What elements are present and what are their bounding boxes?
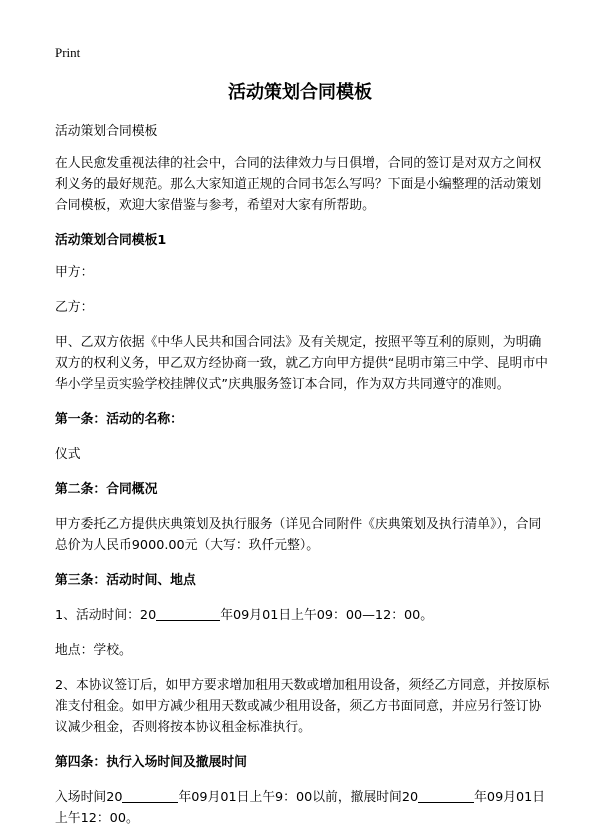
year-blank	[156, 606, 220, 621]
entry-year-blank	[122, 788, 178, 803]
activity-time-suffix: 年09月01日上午09：00—12：00。	[220, 608, 434, 623]
removal-year-blank	[418, 788, 474, 803]
entry-time-middle: 年09月01日上午9：00以前，撤展时间20	[178, 790, 419, 805]
article-1-body: 仪式	[55, 447, 81, 462]
intro-paragraph: 在人民愈发重视法律的社会中，合同的法律效力与日俱增，合同的签订是对双方之间权利义务的最好规范。那么大家知道正规的合同书怎么写吗？下面是小编整理的活动策划合同模板，欢迎大家借鉴与参考，希望对大家有所帮助。	[55, 156, 542, 213]
print-link[interactable]: Print	[55, 45, 81, 60]
article-2-body: 甲方委托乙方提供庆典策划及执行服务（详见合同附件《庆典策划及执行清单》），合同总价为人民币9000.00元（大写：玖仟元整）。	[55, 517, 542, 553]
document-subtitle: 活动策划合同模板	[55, 124, 158, 139]
document-title: 活动策划合同模板	[228, 82, 372, 103]
party-a-line: 甲方：	[55, 265, 94, 280]
activity-time-line	[55, 605, 550, 626]
activity-time-prefix: 1、活动时间：20	[55, 608, 157, 623]
location-line: 地点：学校。	[55, 643, 132, 658]
document-body	[55, 121, 550, 829]
preamble-paragraph: 甲、乙双方依据《中华人民共和国合同法》及有关规定，按照平等互利的原则，为明确双方的权利义务，甲乙双方经协商一致，就乙方向甲方提供“昆明市第三中学、昆明市中华小学呈贡实验学校挂牌仪式”庆典服务签订本合同，作为双方共同遵守的准则。	[55, 335, 548, 392]
article-3-heading: 第三条：活动时间、地点	[55, 573, 196, 588]
article-2-heading: 第二条：合同概况	[55, 482, 158, 497]
article-1-heading: 第一条：活动的名称：	[55, 412, 183, 427]
template-heading: 活动策划合同模板1	[55, 233, 167, 248]
entry-time-prefix: 入场时间20	[55, 790, 123, 805]
entry-time-suffix: 年09月01日上午12：00。	[55, 790, 546, 826]
entry-time-paragraph	[55, 787, 550, 829]
article-4-heading: 第四条：执行入场时间及撤展时间	[55, 755, 247, 770]
party-b-line: 乙方：	[55, 300, 94, 315]
article-3-clause-2: 2、本协议签订后，如甲方要求增加租用天数或增加租用设备，须经乙方同意，并按原标准支付租金。如甲方减少租用天数或减少租用设备，须乙方书面同意，并应另行签订协议减少租金，否则将按本协议租金标准执行。	[55, 678, 550, 735]
